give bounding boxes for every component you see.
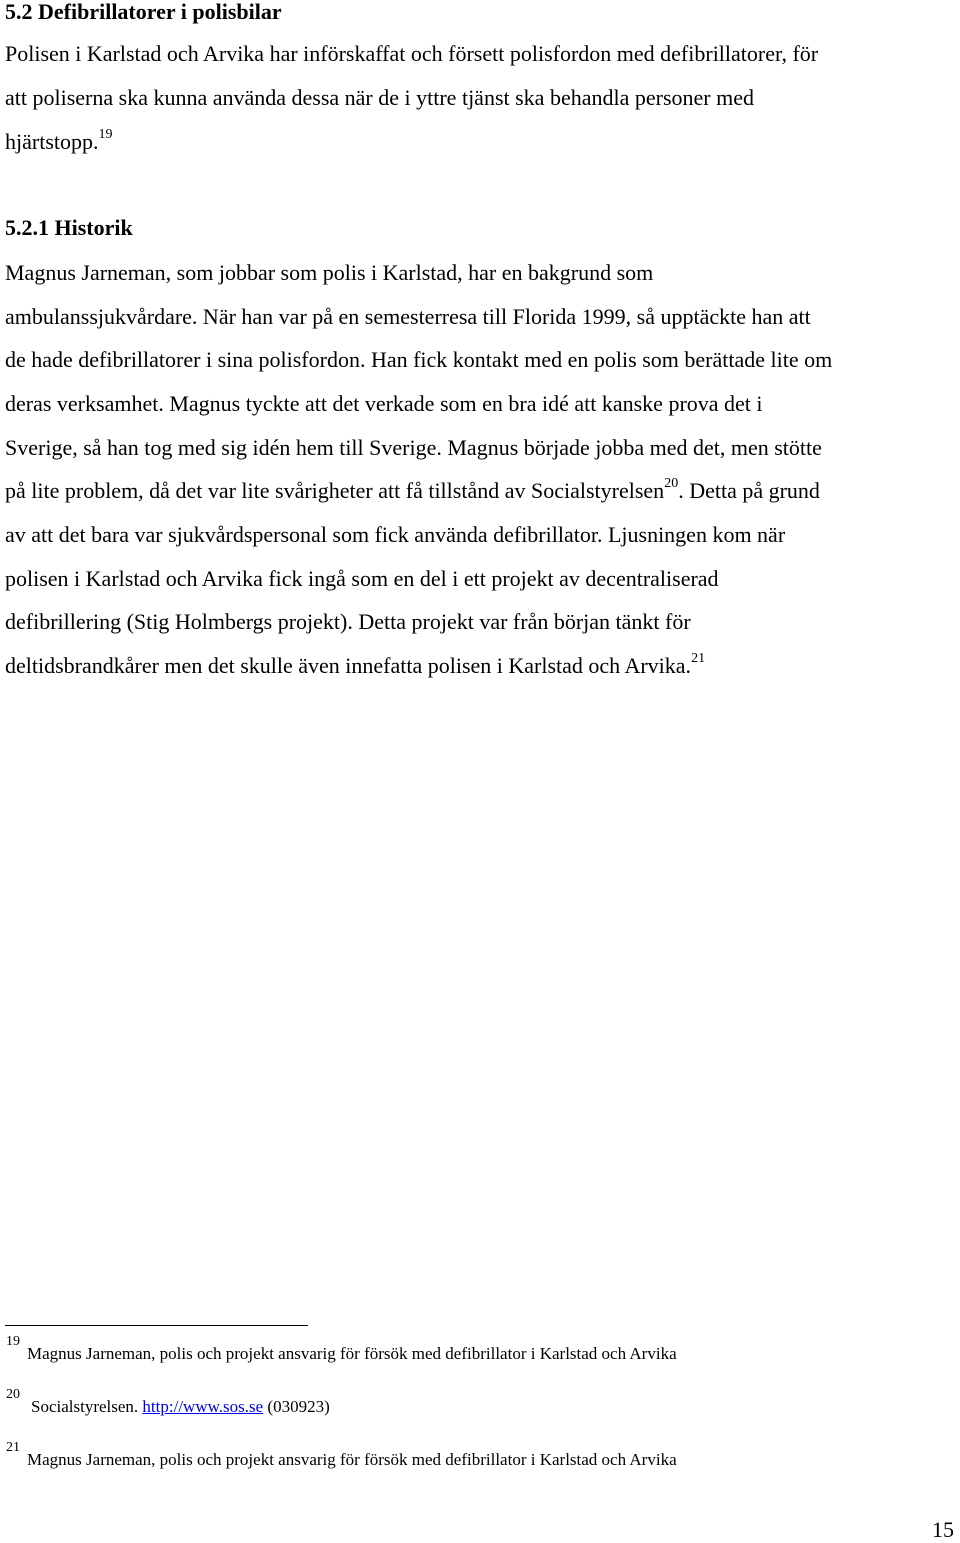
page-number: 15: [932, 1517, 954, 1542]
body-line: polisen i Karlstad och Arvika fick ingå som en del i ett projekt av decentraliserad: [5, 566, 719, 591]
footnote-ref[interactable]: 20: [664, 475, 679, 491]
footnote-number: 20: [6, 1387, 20, 1402]
body-line: de hade defibrillatorer i sina polisfordon. Han fick kontakt med en polis som berättade lite om: [5, 347, 833, 372]
body-line: att poliserna ska kunna använda dessa när de i yttre tjänst ska behandla personer med: [5, 85, 754, 110]
footnote-text: [6, 1396, 330, 1418]
body-line: av att det bara var sjukvårdspersonal som fick använda defibrillator. Ljusningen kom när: [5, 522, 786, 547]
subsection-heading: 5.2.1 Historik: [5, 215, 133, 240]
footnote-text-after: (030923): [263, 1397, 330, 1416]
body-line: Polisen i Karlstad och Arvika har införskaffat och försett polisfordon med defibrillatorer, för: [5, 41, 819, 66]
footnote: [6, 1334, 677, 1365]
body-line: deras verksamhet. Magnus tyckte att det verkade som en bra idé att kanske prova det i: [5, 391, 763, 416]
body-line: Sverige, så han tog med sig idén hem till Sverige. Magnus började jobba med det, men stötte: [5, 435, 822, 460]
footnote-number: 19: [6, 1334, 20, 1349]
section-heading: 5.2 Defibrillatorer i polisbilar: [5, 0, 282, 24]
footnote-ref[interactable]: 19: [98, 126, 113, 142]
body-line: [5, 126, 113, 155]
body-line-text: på lite problem, då det var lite svårigheter att få tillstånd av Socialstyrelsen: [5, 478, 665, 503]
body-line-tail: . Detta på grund: [678, 478, 820, 503]
body-line-text: hjärtstopp.: [5, 129, 99, 154]
footnote-link[interactable]: http://www.sos.se: [142, 1397, 264, 1416]
footnote-number: 21: [6, 1440, 20, 1455]
footnote-separator: [5, 1325, 308, 1326]
body-line: [5, 650, 706, 679]
body-line: Magnus Jarneman, som jobbar som polis i Karlstad, har en bakgrund som: [5, 260, 654, 285]
footnote: [6, 1387, 330, 1418]
footnote-text: Magnus Jarneman, polis och projekt ansvarig för försök med defibrillator i Karlstad och Arvika: [27, 1344, 677, 1363]
body-line: [5, 475, 820, 504]
footnote-text: Magnus Jarneman, polis och projekt ansvarig för försök med defibrillator i Karlstad och Arvika: [27, 1450, 677, 1469]
body-line-text: deltidsbrandkårer men det skulle även innefatta polisen i Karlstad och Arvika.: [5, 653, 692, 678]
body-line: defibrillering (Stig Holmbergs projekt). Detta projekt var från början tänkt för: [5, 609, 691, 634]
footnote: [6, 1440, 677, 1471]
body-line: ambulanssjukvårdare. När han var på en semesterresa till Florida 1999, så upptäckte han att: [5, 304, 811, 329]
footnote-text-before: Socialstyrelsen.: [31, 1397, 143, 1416]
footnote-ref[interactable]: 21: [691, 650, 706, 666]
